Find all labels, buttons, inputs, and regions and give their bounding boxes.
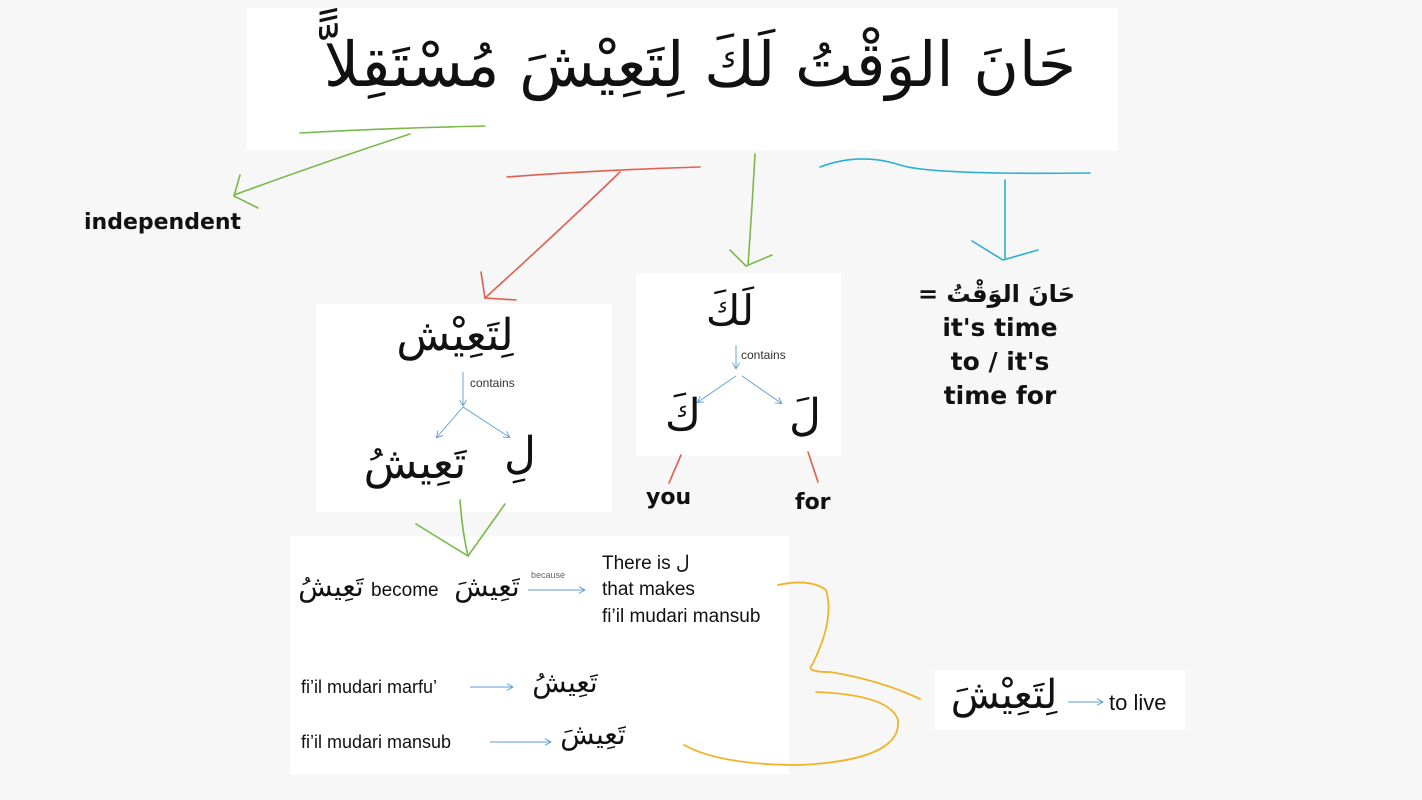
- explain-taishu: تَعِيشُ: [298, 570, 364, 603]
- you-label: you: [646, 485, 692, 510]
- marfu-label: fi’il mudari marfu’: [301, 677, 438, 697]
- time-meaning-line3: time for: [943, 381, 1057, 410]
- laka-part-la: لَ: [789, 390, 821, 441]
- independent-label: independent: [84, 210, 242, 235]
- explain-reason-line1: There is ل: [602, 553, 690, 574]
- cyan-time-arrow: [820, 159, 1090, 260]
- main-sentence: حَانَ الوَقْتُ لَكَ لِتَعِيْشَ مُسْتَقِلاًّ: [323, 28, 1077, 101]
- result-meaning: to live: [1109, 690, 1167, 715]
- litaish-part-taish: تَعِيشُ: [363, 438, 467, 489]
- laka-word: لَكَ: [705, 286, 755, 335]
- explain-reason-line3: fi’il mudari mansub: [602, 606, 761, 627]
- laka-contains: contains: [741, 348, 786, 362]
- litaish-contains: contains: [470, 376, 515, 390]
- marfu-word: تَعِيشُ: [532, 666, 598, 699]
- result-word: لِتَعِيْشَ: [950, 672, 1058, 718]
- mansub-label: fi’il mudari mansub: [301, 732, 452, 752]
- mansub-word: تَعِيشَ: [560, 718, 626, 751]
- explain-reason-line2: that makes: [602, 579, 695, 600]
- time-meaning-arabic: حَانَ الوَقْتُ =: [917, 280, 1075, 308]
- green-laka-arrow: [730, 154, 772, 266]
- litaish-word: لِتَعِيْش: [396, 310, 514, 361]
- time-meaning-line1: it's time: [942, 313, 1058, 342]
- for-label: for: [795, 490, 831, 515]
- laka-part-ka: كَ: [664, 390, 702, 441]
- time-meaning-line2: to / it's: [950, 347, 1050, 376]
- litaish-part-li: لِ: [504, 428, 536, 479]
- explain-because: because: [531, 570, 566, 580]
- red-you-for-lines: [669, 452, 818, 483]
- explain-become: become: [371, 580, 439, 601]
- explain-taisha: تَعِيشَ: [454, 570, 520, 603]
